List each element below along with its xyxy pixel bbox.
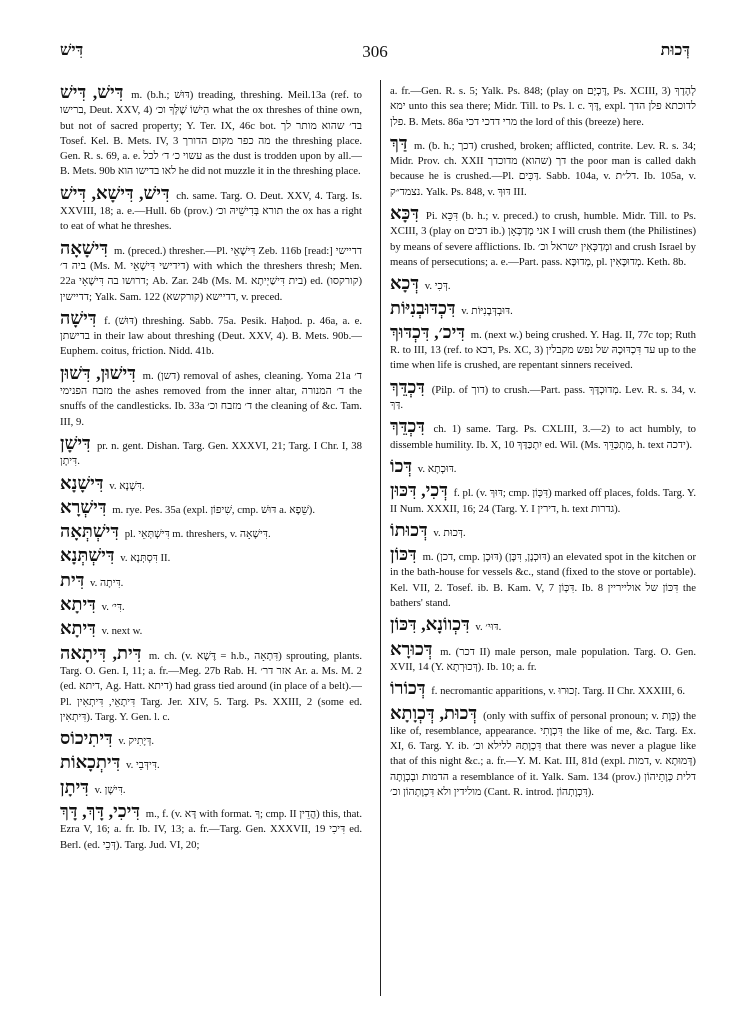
entry-headword: דִּכְדֵּךְ bbox=[390, 376, 425, 397]
entry-definition: m. (preced.) thresher.—Pl. דִּישָׁאֵי Zeb. 116b [read:] דדיישי ביה ד׳ (Ms. M. דידישי דִּישָׁאֵי) with which the threshers thresh; Men. 22a דרושו בה דִּישָׁאֵי; Ab. Zar. 24b (Ms. M. בית דִּישַׁיְיתָא) ed. (קורקסו) דדיישין; Yalk. Sam. 122 (קורקשא) דדיישא, v. preced. bbox=[60, 244, 363, 303]
entry-headword: דְּכוֹ bbox=[390, 455, 413, 476]
entry-headword: דִּישׁ, דִּישׁ bbox=[60, 82, 124, 102]
entry-definition: v. דּוּבְדְּבָנִיּוֹת. bbox=[461, 304, 513, 317]
dictionary-entry bbox=[60, 237, 363, 305]
entry-definition: v. דִּי׳. bbox=[101, 601, 125, 614]
entry-headword: דְּכוּתוֹ bbox=[390, 519, 428, 540]
entry-definition: m. (דשן) removal of ashes, cleaning. Yoma 21a ד׳ מזבח הפנימי the ashes removed from the inner altar, ד׳ המנורה the snuffs of the candlesticks. Ib. 33a ד׳ מזבח וכ׳ the cleaning of &c. Tam. III, 9. bbox=[60, 369, 363, 428]
entry-definition: v. דִּסְתְּנָא II. bbox=[120, 552, 171, 565]
dictionary-entry bbox=[60, 754, 362, 773]
entry-headword: דִּישְׁתְּאָה bbox=[60, 521, 120, 542]
dictionary-entry bbox=[390, 321, 696, 374]
dictionary-entry bbox=[390, 376, 696, 414]
entry-definition: m. (b.h.; דּוּשׁ) treading, threshing. Meil.13a (ref. to ברישו, Deut. XXV, 4) הִישׁוֹ שֶׁלְּךָ וכ׳ what the ox threshes of thine own, but not of sacred property; Y. Ter. IX, 46c bot. בד׳ שהוא מותר לך Tosef. Kel. B. Mets. IV, 3 מה כפר מקום הדורך the threshing place. Gen. R. s. 69, a. e. עשוי כ׳ ד׳ לכל as the dust is trodden upon by all.—B. Mets. 90b לאו בדישו הוא he did not muzzle it in the threshing place. bbox=[60, 89, 362, 178]
entry-headword: דִּכְדּוּבְנִיּוֹת bbox=[390, 297, 456, 318]
entry-definition: v. דִּישָׁן. bbox=[94, 783, 126, 796]
dictionary-entry bbox=[60, 362, 363, 430]
dictionary-entry bbox=[390, 680, 696, 699]
entry-definition: m. (next w.) being crushed. Y. Hag. II, 77c top; Ruth R. to III, 13 (ref. to דכא, Ps. XC, 3) עד דִּכְדּוּכָהּ של נפש מקבלין up to the time when life is crushed, are repentant sinners received. bbox=[390, 328, 696, 372]
dictionary-entry bbox=[390, 275, 696, 294]
entry-headword: דְּכוּת, דְּכְוָתָא bbox=[390, 702, 478, 723]
entry-definition: f. necromantic apparitions, v. זְכוּרוּ. Targ. II Chr. XXXIII, 6. bbox=[431, 685, 686, 698]
entry-definition: v. דִּיתָה. bbox=[90, 576, 124, 589]
entry-definition: v. דּוּי׳. bbox=[475, 621, 502, 634]
dictionary-entry bbox=[390, 546, 696, 611]
dictionary-entry bbox=[60, 776, 362, 798]
entry-headword: דִּכְווֹנָא, דִּכּוֹן bbox=[390, 614, 470, 635]
entry-definition: m. ch. (v. דֶּשֶׁא = h.b., דִּתְאָה) sprouting, plants. Targ. O. Gen. I, 11; a. fr.—Meg. 27b Rab. H. אזר דר׳ Ar. a. Ms. M. 2 (ed. דיתא, Ag. Hatt. דיתא) had grass tied around (in place of a belt).—Pl. דִּיתָאֵי, דִּיתְאִין Targ. Jer. XIV, 5. Targ. Ps. XXIII, 2 (some ed. דִּיתְאִין). Targ. Y. Gen. l. c. bbox=[60, 649, 363, 723]
entry-definition: f. pl. (v. דּוּךְ; cmp. דִּכְּוֹן) marked off places, folds. Targ. Y. II Num. XXXII, 16; 24 (Targ. Y. I דירין, h. text גדרות). bbox=[390, 487, 696, 515]
entry-definition: (Pilp. of דוך) to crush.—Part. pass. מְדוּכְדָּךְ. Lev. R. s. 34, v. דַּךְ. bbox=[390, 383, 696, 412]
dictionary-entry bbox=[390, 616, 696, 635]
entry-definition: v. דִּשְׁנָא. bbox=[109, 479, 145, 492]
dictionary-entry bbox=[60, 730, 362, 749]
entry-headword: דִּיכ׳, דִּכְדּוּךְ bbox=[390, 321, 465, 342]
dictionary-entry bbox=[60, 307, 363, 360]
entry-headword: דִּישְׁתְּנָא bbox=[60, 545, 115, 566]
dictionary-entry bbox=[60, 547, 362, 566]
entry-headword: דִּכְדֵּךְ bbox=[390, 416, 425, 437]
entry-headword: דִּכָּא bbox=[390, 203, 420, 224]
entry-definition: v. next w. bbox=[101, 625, 143, 638]
dictionary-entry bbox=[390, 638, 697, 676]
dictionary-entry bbox=[390, 297, 696, 319]
entry-headword: דִּישׁוּן, דִּשׁוּן bbox=[60, 362, 136, 383]
column-divider bbox=[380, 80, 381, 996]
dictionary-entry bbox=[60, 472, 362, 494]
page-number: 306 bbox=[362, 42, 388, 61]
entry-definition: f. (דּוּשׁ) threshing. Sabb. 75a. Pesik. Haḥod. p. 46a, a. e. בדישתן in their law about threshing (Deut. XXV, 4). B. Mets. 90b.—Euphem. coitus, friction. Nidd. 41b. bbox=[60, 314, 363, 358]
entry-headword: דִּיכִי, דָּךְ, דָּךְ bbox=[60, 800, 141, 821]
page-header bbox=[60, 42, 690, 66]
entry-definition: m. (דכן, cmp. דּוּכָן) (דּוּכְנָן, דִּכָּן) an elevated spot in the kitchen or in the bath-house for vessels &c., stand (fixed to the stove or portable). Kel. VII, 2. Tosef. ib. B. Kam. V, 7 דִּכְּוֹן. Ib. 8 דִּכּוֹן של אולייריין the bathers' stand. bbox=[390, 551, 697, 610]
entry-headword: דִּישָׁה bbox=[60, 307, 97, 328]
entry-definition: v. דְּיָתִיק. bbox=[118, 735, 155, 748]
entry-headword: דַּךְ bbox=[390, 132, 408, 153]
entry-headword: דִּית bbox=[60, 569, 85, 590]
dictionary-entry bbox=[390, 519, 696, 541]
dictionary-entry bbox=[390, 482, 696, 517]
left-column bbox=[60, 84, 362, 858]
right-column bbox=[390, 84, 696, 805]
dictionary-entry bbox=[60, 182, 363, 235]
dictionary-entry bbox=[60, 496, 362, 518]
entry-definition: ch. same. Targ. O. Deut. XXV, 4. Targ. Is. XXVIII, 18; a. e.—Hull. 6b (prov.) תורא בְּדִישֵׁיהּ וכ׳ the ox has a right to eat of what he threshes. bbox=[60, 189, 363, 233]
header-left-guideword: דִּישׁ bbox=[60, 42, 84, 59]
entry-definition: m. rye. Pes. 35a (expl. שִׁיפוֹן, cmp. דּוּשׁ a. שֵׁפָא). bbox=[112, 503, 316, 516]
entry-definition: pr. n. gent. Dishan. Targ. Gen. XXXVI, 21; Targ. I Chr. I, 38 דִּיתָן. bbox=[60, 439, 362, 468]
entry-headword: דִּית, דִּיתָאה bbox=[60, 642, 142, 663]
entry-definition: a. fr.—Gen. R. s. 5; Yalk. Ps. 848; (play on דָּכְיָם, Ps. XCIII, 3) לְהָדָךְ ימא unto this sea there; Midr. Till. to Ps. l. c. דָּךְ, expl. לדוכתא פלן הדך פלן. B. Mets. 86a מרי דדכי דכי the lord of this (breeze) here. bbox=[390, 85, 697, 128]
entry-headword: דִּישָׁנָא bbox=[60, 472, 104, 493]
entry-definition: v. דְּכוּת. bbox=[433, 526, 466, 539]
entry-headword: דִּיתִיכוֹס bbox=[60, 728, 113, 749]
entry-definition: (only with suffix of personal pronoun; v. כְּוָת) the like of, resemblance, appearance. דִּכְוָתִי the like of me, &c. Targ. Ex. XI, 6. Targ. Y. ib. דִּכְוָתַהּ ללילא וכ׳ that there was never a plague like that of this night &c.; a. fr.—Y. M. Kat. III, 81d (expl. דמות, v. דְּמוּתָא) הדמות ובְכְוָתָה a resemblance of it. Yalk. Sam. 134 (prov.) דלית כְּוָתֵיהוֹן מולידין ולא דִּכְוָתְהוֹן וכ׳ (Cant. R. introd. דִּכְוָתְהוֹן). bbox=[390, 709, 697, 798]
dictionary-entry bbox=[60, 596, 362, 615]
entry-headword: דִּישְׁרָא bbox=[60, 496, 107, 517]
entry-headword: דִּיתְכָאוֹת bbox=[60, 752, 121, 773]
entry-definition: ch. 1) same. Targ. Ps. CXLIII, 3.—2) to act humbly, to dissemble humility. Ib. X, 10 יִתְכַּדַּךְ ed. Wil. (Ms. מִתְכַּדֵּךְ, h. text ידכה). bbox=[390, 423, 697, 451]
dictionary-entry bbox=[60, 642, 363, 725]
dictionary-entry bbox=[390, 132, 697, 200]
entry-headword: דִּישׁ, דִּישָׁא, דִּישׁ bbox=[60, 182, 170, 203]
entry-headword: דִּיתָא bbox=[60, 618, 96, 639]
entry-definition: Pi. דִּכֵּא (b. h.; v. preced.) to crush, humble. Midr. Till. to Ps. XCIII, 3 (play on דכים ib.) אני מְדַכְּאָן I will crush them (the Philistines) by means of severe afflictions. Ib. ומְדַכְּאִין ישראל וכ׳ and crush Israel by means of persecutions; a. e.—Part. pass. מְדוּכָּא, pl. מְדוּכָּאִין. Keth. 8b. bbox=[390, 210, 697, 268]
dictionary-entry bbox=[390, 418, 696, 453]
entry-headword: דִּישָׁאָה bbox=[60, 237, 109, 258]
dictionary-entry bbox=[390, 702, 697, 801]
dictionary-entry bbox=[60, 84, 362, 180]
entry-headword: דְּכוֹרוֹ bbox=[390, 678, 426, 699]
dictionary-entry bbox=[60, 800, 362, 853]
entry-definition: m. (דכר II) male person, male population. Targ. O. Gen. XVII, 14 (Y. דְּכוּרְתָא). Ib. 10; a. fr. bbox=[390, 645, 697, 673]
dictionary-entry bbox=[390, 205, 696, 270]
dictionary-entry bbox=[60, 569, 362, 591]
entry-headword: דִּכּוֹן bbox=[390, 544, 417, 565]
entry-headword: דִּישָׁן bbox=[60, 432, 91, 453]
entry-headword: דִּיתָן bbox=[60, 776, 89, 797]
dictionary-entry bbox=[60, 432, 362, 470]
entry-headword: דְּכָא bbox=[390, 273, 420, 294]
entry-headword: דְּכִי, דִּכּוּן bbox=[390, 480, 448, 501]
dictionary-entry bbox=[390, 455, 696, 477]
dictionary-entry bbox=[60, 523, 362, 542]
entry-definition: m., f. (v. דָּא with format. ךְ; cmp. II הֲדֵין) this, that. Ezra V, 16; a. fr. Ib. IV, 13; a. fr.—Targ. Gen. XXXVII, 19 דִּיכִי ed. Berl. (ed. דְּכֵי). Targ. Jud. VI, 20; bbox=[60, 807, 362, 851]
entry-definition: v. דְּכִי. bbox=[424, 280, 451, 293]
header-right-guideword: דְּכוּת bbox=[660, 42, 690, 59]
entry-headword: דְּכוּרָא bbox=[390, 638, 433, 659]
dictionary-entry bbox=[390, 84, 696, 130]
dictionary-entry bbox=[60, 620, 362, 639]
entry-definition: v. דִּידְּבֵי. bbox=[125, 759, 160, 772]
entry-definition: v. דּוּכְתָא. bbox=[417, 462, 457, 475]
entry-definition: m. (b. h.; דכך) crushed, broken; afflicted, contrite. Lev. R. s. 34; Midr. Prov. ch. XXII דך (שהוא) מדוכדך the poor man is called dakh because he is crushed.—Pl. דַּכִּים. Sabb. 104a, v. דל״ת. Ib. 105a, v. נצמד״ק. Yalk. Ps. 848, v. דּוּךְ III. bbox=[390, 139, 697, 198]
entry-definition: pl. דִּישְׁתְּאֵי m. threshers, v. דִּישָׁאָה. bbox=[124, 528, 271, 541]
entry-headword: דִּיתָא bbox=[60, 594, 96, 615]
